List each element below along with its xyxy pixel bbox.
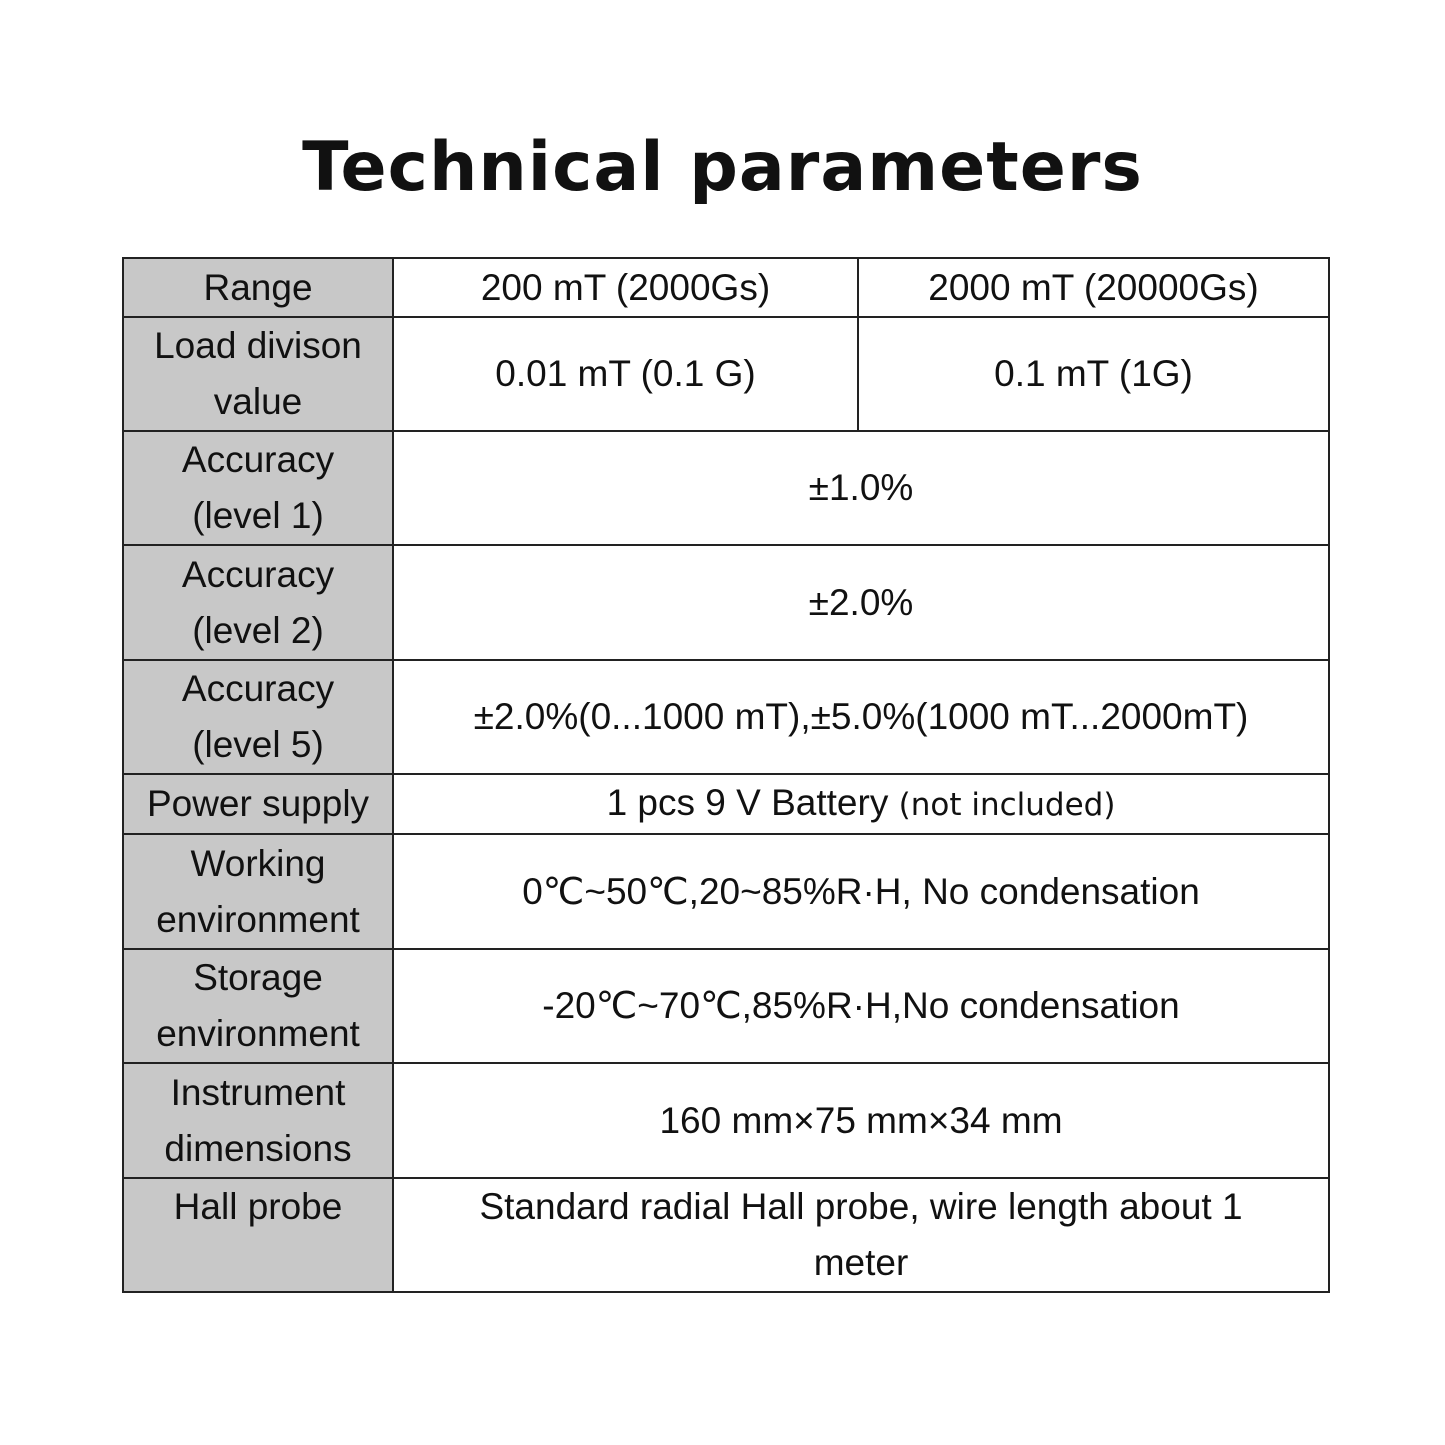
label-line: (level 5): [192, 724, 324, 765]
table-row-accuracy-5: [123, 660, 1329, 774]
label-line: Instrument: [170, 1071, 346, 1113]
table-row-accuracy-2: [123, 545, 1329, 660]
table-row-hall-probe: [123, 1178, 1329, 1292]
parameters-table: [122, 257, 1330, 1293]
label-line: Accuracy: [181, 553, 335, 595]
table-row-accuracy-1: [123, 431, 1329, 545]
hall-probe-line: Standard radial Hall probe, wire length about 1: [479, 1186, 1243, 1227]
table-row-power-supply: [123, 774, 1329, 834]
label-line: value: [213, 381, 303, 422]
table-row-storage-environment: [123, 949, 1329, 1063]
load-division-value-1: 0.01 mT (0.1 G): [393, 317, 858, 431]
label-line: Working: [190, 842, 326, 884]
power-supply-value: [393, 774, 1329, 834]
label-line: Accuracy: [181, 668, 335, 709]
label-line: dimensions: [164, 1127, 352, 1169]
row-label-dimensions: [123, 1063, 393, 1178]
label-line: environment: [156, 898, 360, 940]
table-row-working-environment: [123, 834, 1329, 949]
row-label-power-supply: Power supply: [123, 774, 393, 834]
row-label-accuracy-2: [123, 545, 393, 660]
table-row-dimensions: [123, 1063, 1329, 1178]
row-label-working-environment: [123, 834, 393, 949]
accuracy-2-value: ±2.0%: [393, 545, 1329, 660]
power-supply-note: (not included): [898, 787, 1116, 823]
row-label-load-division: [123, 317, 393, 431]
accuracy-1-value: ±1.0%: [393, 431, 1329, 545]
load-division-value-2: 0.1 mT (1G): [858, 317, 1329, 431]
row-label-accuracy-1: [123, 431, 393, 545]
page-title: Technical parameters: [302, 128, 1143, 207]
table-row-load-division: [123, 317, 1329, 431]
label-line: Load divison: [154, 325, 362, 366]
power-supply-text: 1 pcs 9 V Battery: [606, 782, 889, 823]
label-line: (level 1): [192, 495, 324, 536]
hall-probe-line: meter: [813, 1242, 909, 1283]
label-line: (level 2): [192, 609, 324, 651]
table-row-range: [123, 258, 1329, 317]
row-label-accuracy-5: [123, 660, 393, 774]
working-environment-value: 0℃~50℃,20~85%R·H, No condensation: [393, 834, 1329, 949]
label-line: Storage: [193, 957, 323, 998]
label-line: Accuracy: [181, 439, 335, 480]
dimensions-value: 160 mm×75 mm×34 mm: [393, 1063, 1329, 1178]
label-line: environment: [156, 1013, 360, 1054]
storage-environment-value: -20℃~70℃,85%R·H,No condensation: [393, 949, 1329, 1063]
accuracy-5-value: ±2.0%(0...1000 mT),±5.0%(1000 mT...2000mT): [393, 660, 1329, 774]
row-label-range: Range: [123, 258, 393, 317]
range-value-200mt: 200 mT (2000Gs): [393, 258, 858, 317]
row-label-storage-environment: [123, 949, 393, 1063]
row-label-hall-probe: Hall probe: [123, 1178, 393, 1292]
range-value-2000mt: 2000 mT (20000Gs): [858, 258, 1329, 317]
hall-probe-value: [393, 1178, 1329, 1292]
